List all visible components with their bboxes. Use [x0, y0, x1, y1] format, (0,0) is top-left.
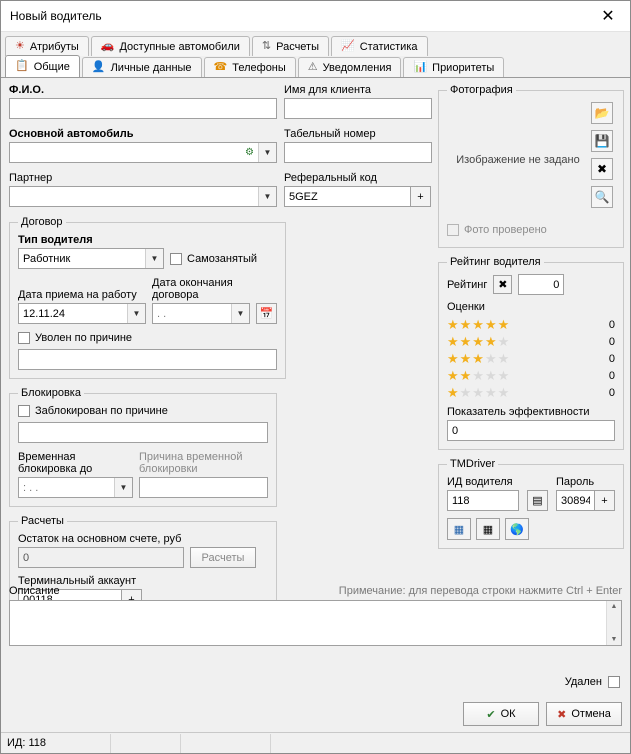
ok-button[interactable]	[463, 702, 539, 726]
tab-number-group	[284, 128, 432, 163]
chevron-up-icon[interactable]: ▲	[610, 603, 618, 610]
plus-icon: +	[601, 494, 608, 507]
zoom-icon[interactable]: 🔍	[591, 186, 613, 208]
terminal-label: Терминальный аккаунт	[18, 575, 137, 587]
save-icon[interactable]: 💾	[591, 130, 613, 152]
efficiency-input[interactable]	[447, 420, 615, 441]
stars-2-icon: ★★★★★	[447, 368, 511, 383]
rating-row-1	[447, 384, 615, 401]
password-plus-button[interactable]	[594, 490, 615, 511]
photo-verified-checkbox[interactable]	[447, 224, 547, 236]
tab-available-cars[interactable]	[91, 36, 250, 56]
tab-statistics[interactable]	[331, 36, 427, 56]
end-date-combo[interactable]	[152, 303, 250, 324]
status-id-cell: ИД: 118	[1, 734, 111, 753]
driver-type-row	[18, 248, 277, 269]
add-car-icon[interactable]: ⚙	[245, 147, 254, 158]
fio-label: Ф.И.О.	[9, 84, 45, 96]
referral-input[interactable]	[284, 186, 411, 207]
description-header	[9, 585, 622, 597]
stars-3-icon: ★★★★★	[447, 351, 511, 366]
fired-reason-input[interactable]	[18, 349, 277, 370]
blocked-checkbox[interactable]	[18, 405, 168, 417]
end-date-group	[152, 277, 250, 324]
description-label: Описание	[9, 585, 60, 597]
referral-plus-button[interactable]	[410, 186, 431, 207]
referral-group	[284, 172, 432, 207]
tab-statistics-label: Статистика	[359, 40, 418, 53]
rating-value-input[interactable]	[518, 274, 564, 295]
deleted-row	[565, 676, 620, 688]
rating-row-2	[447, 367, 615, 384]
checkbox-box	[18, 332, 30, 344]
deleted-checkbox[interactable]	[608, 676, 620, 688]
car-icon: 🚗	[100, 40, 115, 52]
referral-row	[284, 186, 432, 207]
tab-calculations-label: Расчеты	[276, 40, 320, 53]
tab-notifications-label: Уведомления	[322, 61, 392, 74]
deleted-label: Удален	[564, 676, 602, 688]
tab-content-general	[1, 77, 630, 732]
close-icon[interactable]: ✕	[601, 8, 615, 25]
balance-label: Остаток на основном счете, руб	[18, 533, 182, 545]
blocked-label: Заблокирован по причине	[35, 405, 168, 417]
photo-legend: Фотография	[450, 84, 513, 96]
chevron-down-icon[interactable]: ▼	[231, 304, 249, 323]
contract-group	[9, 216, 286, 379]
temp-block-row	[18, 451, 268, 498]
calendar-icon[interactable]: 📅	[256, 303, 277, 324]
rating-row	[447, 274, 615, 295]
rating-row-3	[447, 350, 615, 367]
rating-count-1: 0	[608, 386, 615, 399]
photo-verified-label: Фото проверено	[464, 224, 547, 236]
chevron-down-icon[interactable]: ▼	[610, 636, 618, 643]
partner-label: Партнер	[9, 172, 53, 184]
hire-date-label: Дата приема на работу	[18, 289, 137, 301]
status-cell-3	[181, 734, 271, 753]
client-name-group	[284, 84, 432, 119]
tmdriver-buttons-row	[447, 518, 615, 540]
rating-label: Рейтинг	[447, 278, 488, 291]
main-car-combo[interactable]	[9, 142, 277, 163]
scores-label: Оценки	[447, 301, 485, 313]
calculations-legend: Расчеты	[21, 515, 64, 527]
dates-row	[18, 277, 277, 324]
warning-icon: ⚠	[307, 61, 318, 73]
temp-block-value: : . .	[23, 481, 39, 494]
photo-placeholder: Изображение не задано	[456, 154, 580, 166]
left-column	[9, 84, 277, 627]
chart-icon: 📈	[341, 40, 355, 52]
hire-date-value: 12.11.24	[23, 307, 66, 320]
checkbox-box	[170, 253, 182, 265]
fired-checkbox[interactable]	[18, 332, 132, 344]
description-note: Примечание: для перевода строки нажмите Ctrl + Enter	[338, 585, 622, 597]
temp-reason-group	[139, 451, 268, 498]
tab-phones[interactable]	[204, 57, 296, 77]
contract-legend: Договор	[21, 216, 63, 228]
driver-type-combo[interactable]	[18, 248, 164, 269]
priority-icon: 📊	[413, 61, 428, 73]
folder-icon[interactable]: 📂	[591, 102, 613, 124]
tab-attributes-label: Атрибуты	[29, 40, 79, 53]
globe-icon[interactable]: 🌎	[505, 518, 529, 540]
blocking-legend: Блокировка	[21, 387, 81, 399]
chevron-down-icon[interactable]: ▼	[114, 478, 132, 497]
rating-count-2: 0	[608, 369, 615, 382]
rating-count-4: 0	[608, 335, 615, 348]
temp-reason-input[interactable]	[139, 477, 268, 498]
balance-group	[18, 533, 184, 568]
password-row	[556, 490, 615, 511]
balance-input	[18, 547, 184, 568]
tab-general[interactable]	[5, 55, 80, 77]
client-name-input[interactable]	[284, 98, 432, 119]
photo-toolbar	[589, 102, 615, 218]
right-column	[438, 84, 624, 557]
tmdriver-legend: TMDriver	[450, 458, 496, 470]
referral-label: Реферальный код	[284, 172, 377, 184]
dialog-buttons	[463, 702, 622, 726]
fired-label: Уволен по причине	[35, 332, 133, 344]
partner-combo[interactable]	[9, 186, 277, 207]
stars-5-icon: ★★★★★	[447, 317, 511, 332]
driver-rating-group	[438, 256, 624, 450]
chevron-down-icon[interactable]: ▼	[258, 143, 276, 162]
photo-group	[438, 84, 624, 248]
barcode-icon[interactable]: ▤	[527, 490, 548, 511]
hire-date-combo[interactable]	[18, 303, 146, 324]
temp-block-label: Временная блокировка до	[18, 451, 93, 475]
qr-icon[interactable]: ▦	[476, 518, 500, 540]
tab-number-input[interactable]	[284, 142, 432, 163]
rating-legend: Рейтинг водителя	[450, 256, 541, 268]
cancel-button[interactable]	[546, 702, 622, 726]
tab-priorities-label: Приоритеты	[432, 61, 495, 74]
client-name-label: Имя для клиента	[284, 84, 372, 96]
end-date-label: Дата окончания договора	[152, 277, 233, 301]
fio-field-group	[9, 84, 277, 119]
tab-personal-data-label: Личные данные	[110, 61, 192, 74]
blocking-group	[9, 387, 277, 507]
cancel-button-label: Отмена	[571, 708, 611, 720]
end-date-value: . .	[157, 307, 167, 320]
status-bar	[1, 732, 630, 753]
tab-priorities[interactable]	[403, 57, 504, 77]
chevron-down-icon[interactable]: ▼	[145, 249, 163, 268]
driver-type-label: Тип водителя	[18, 234, 93, 246]
tab-calculations[interactable]	[252, 36, 329, 56]
tab-row-bottom	[5, 55, 626, 77]
efficiency-label: Показатель эффективности	[447, 406, 590, 418]
arrows-icon: ⇅	[261, 40, 272, 52]
rating-clear-button[interactable]: ✖	[493, 275, 512, 294]
main-car-field-group	[9, 128, 277, 163]
temp-reason-label: Причина временной блокировки	[139, 451, 243, 475]
barcode-icon[interactable]: ▦	[447, 518, 471, 540]
checkbox-box	[447, 224, 459, 236]
calc-button[interactable]	[190, 547, 256, 568]
temp-block-combo[interactable]	[18, 477, 133, 498]
middle-column	[284, 84, 432, 216]
tab-number-label: Табельный номер	[284, 128, 376, 140]
title-bar	[1, 1, 630, 32]
window-title: Новый водитель	[10, 9, 102, 23]
tab-strip	[1, 32, 630, 77]
tab-notifications[interactable]	[298, 57, 402, 77]
tab-general-label: Общие	[33, 60, 70, 73]
description-field[interactable]	[9, 600, 622, 646]
tmdriver-group	[438, 458, 624, 549]
rating-row-4	[447, 333, 615, 350]
attributes-icon: ☀	[15, 40, 25, 52]
chevron-down-icon[interactable]: ▼	[258, 187, 276, 206]
self-employed-checkbox[interactable]	[170, 253, 257, 265]
password-group	[556, 476, 615, 511]
person-icon: 👤	[91, 61, 106, 73]
driver-id-group	[447, 476, 519, 511]
driver-type-value: Работник	[23, 252, 71, 265]
driver-id-label: ИД водителя	[447, 476, 513, 488]
partner-field-group	[9, 172, 277, 207]
stars-4-icon: ★★★★★	[447, 334, 511, 349]
photo-area	[447, 102, 615, 218]
description-scrollbar[interactable]	[606, 601, 621, 645]
tmdriver-credentials-row	[447, 476, 615, 511]
ok-button-label: ОК	[500, 708, 516, 720]
tab-row-top	[5, 34, 626, 56]
password-input[interactable]	[556, 490, 595, 511]
description-section	[9, 585, 622, 646]
tab-personal-data[interactable]	[82, 57, 202, 77]
main-car-label: Основной автомобиль	[9, 128, 134, 140]
chevron-down-icon[interactable]: ▼	[127, 304, 145, 323]
driver-id-input[interactable]	[447, 490, 519, 511]
password-label: Пароль	[556, 476, 595, 488]
tab-available-cars-label: Доступные автомобили	[119, 40, 240, 53]
temp-block-group	[18, 451, 133, 498]
self-employed-label: Самозанятый	[187, 253, 258, 265]
rating-row-5	[447, 316, 615, 333]
calc-row	[18, 533, 268, 568]
phone-icon: ☎	[213, 61, 228, 73]
calc-button-label: Расчеты	[201, 551, 245, 564]
cancel-icon: ✖	[557, 708, 567, 721]
hire-date-group	[18, 289, 146, 324]
blocked-reason-input[interactable]	[18, 422, 268, 443]
tab-attributes[interactable]	[5, 36, 89, 56]
tab-phones-label: Телефоны	[232, 61, 286, 74]
checkbox-box	[18, 405, 30, 417]
delete-icon[interactable]: ✖	[591, 158, 613, 180]
general-icon: 📋	[15, 60, 29, 72]
rating-count-5: 0	[608, 318, 615, 331]
status-cell-2	[111, 734, 181, 753]
stars-1-icon: ★★★★★	[447, 385, 511, 400]
rating-count-3: 0	[608, 352, 615, 365]
fio-input[interactable]	[9, 98, 277, 119]
plus-icon: +	[417, 190, 424, 203]
check-icon: ✔	[486, 708, 496, 721]
